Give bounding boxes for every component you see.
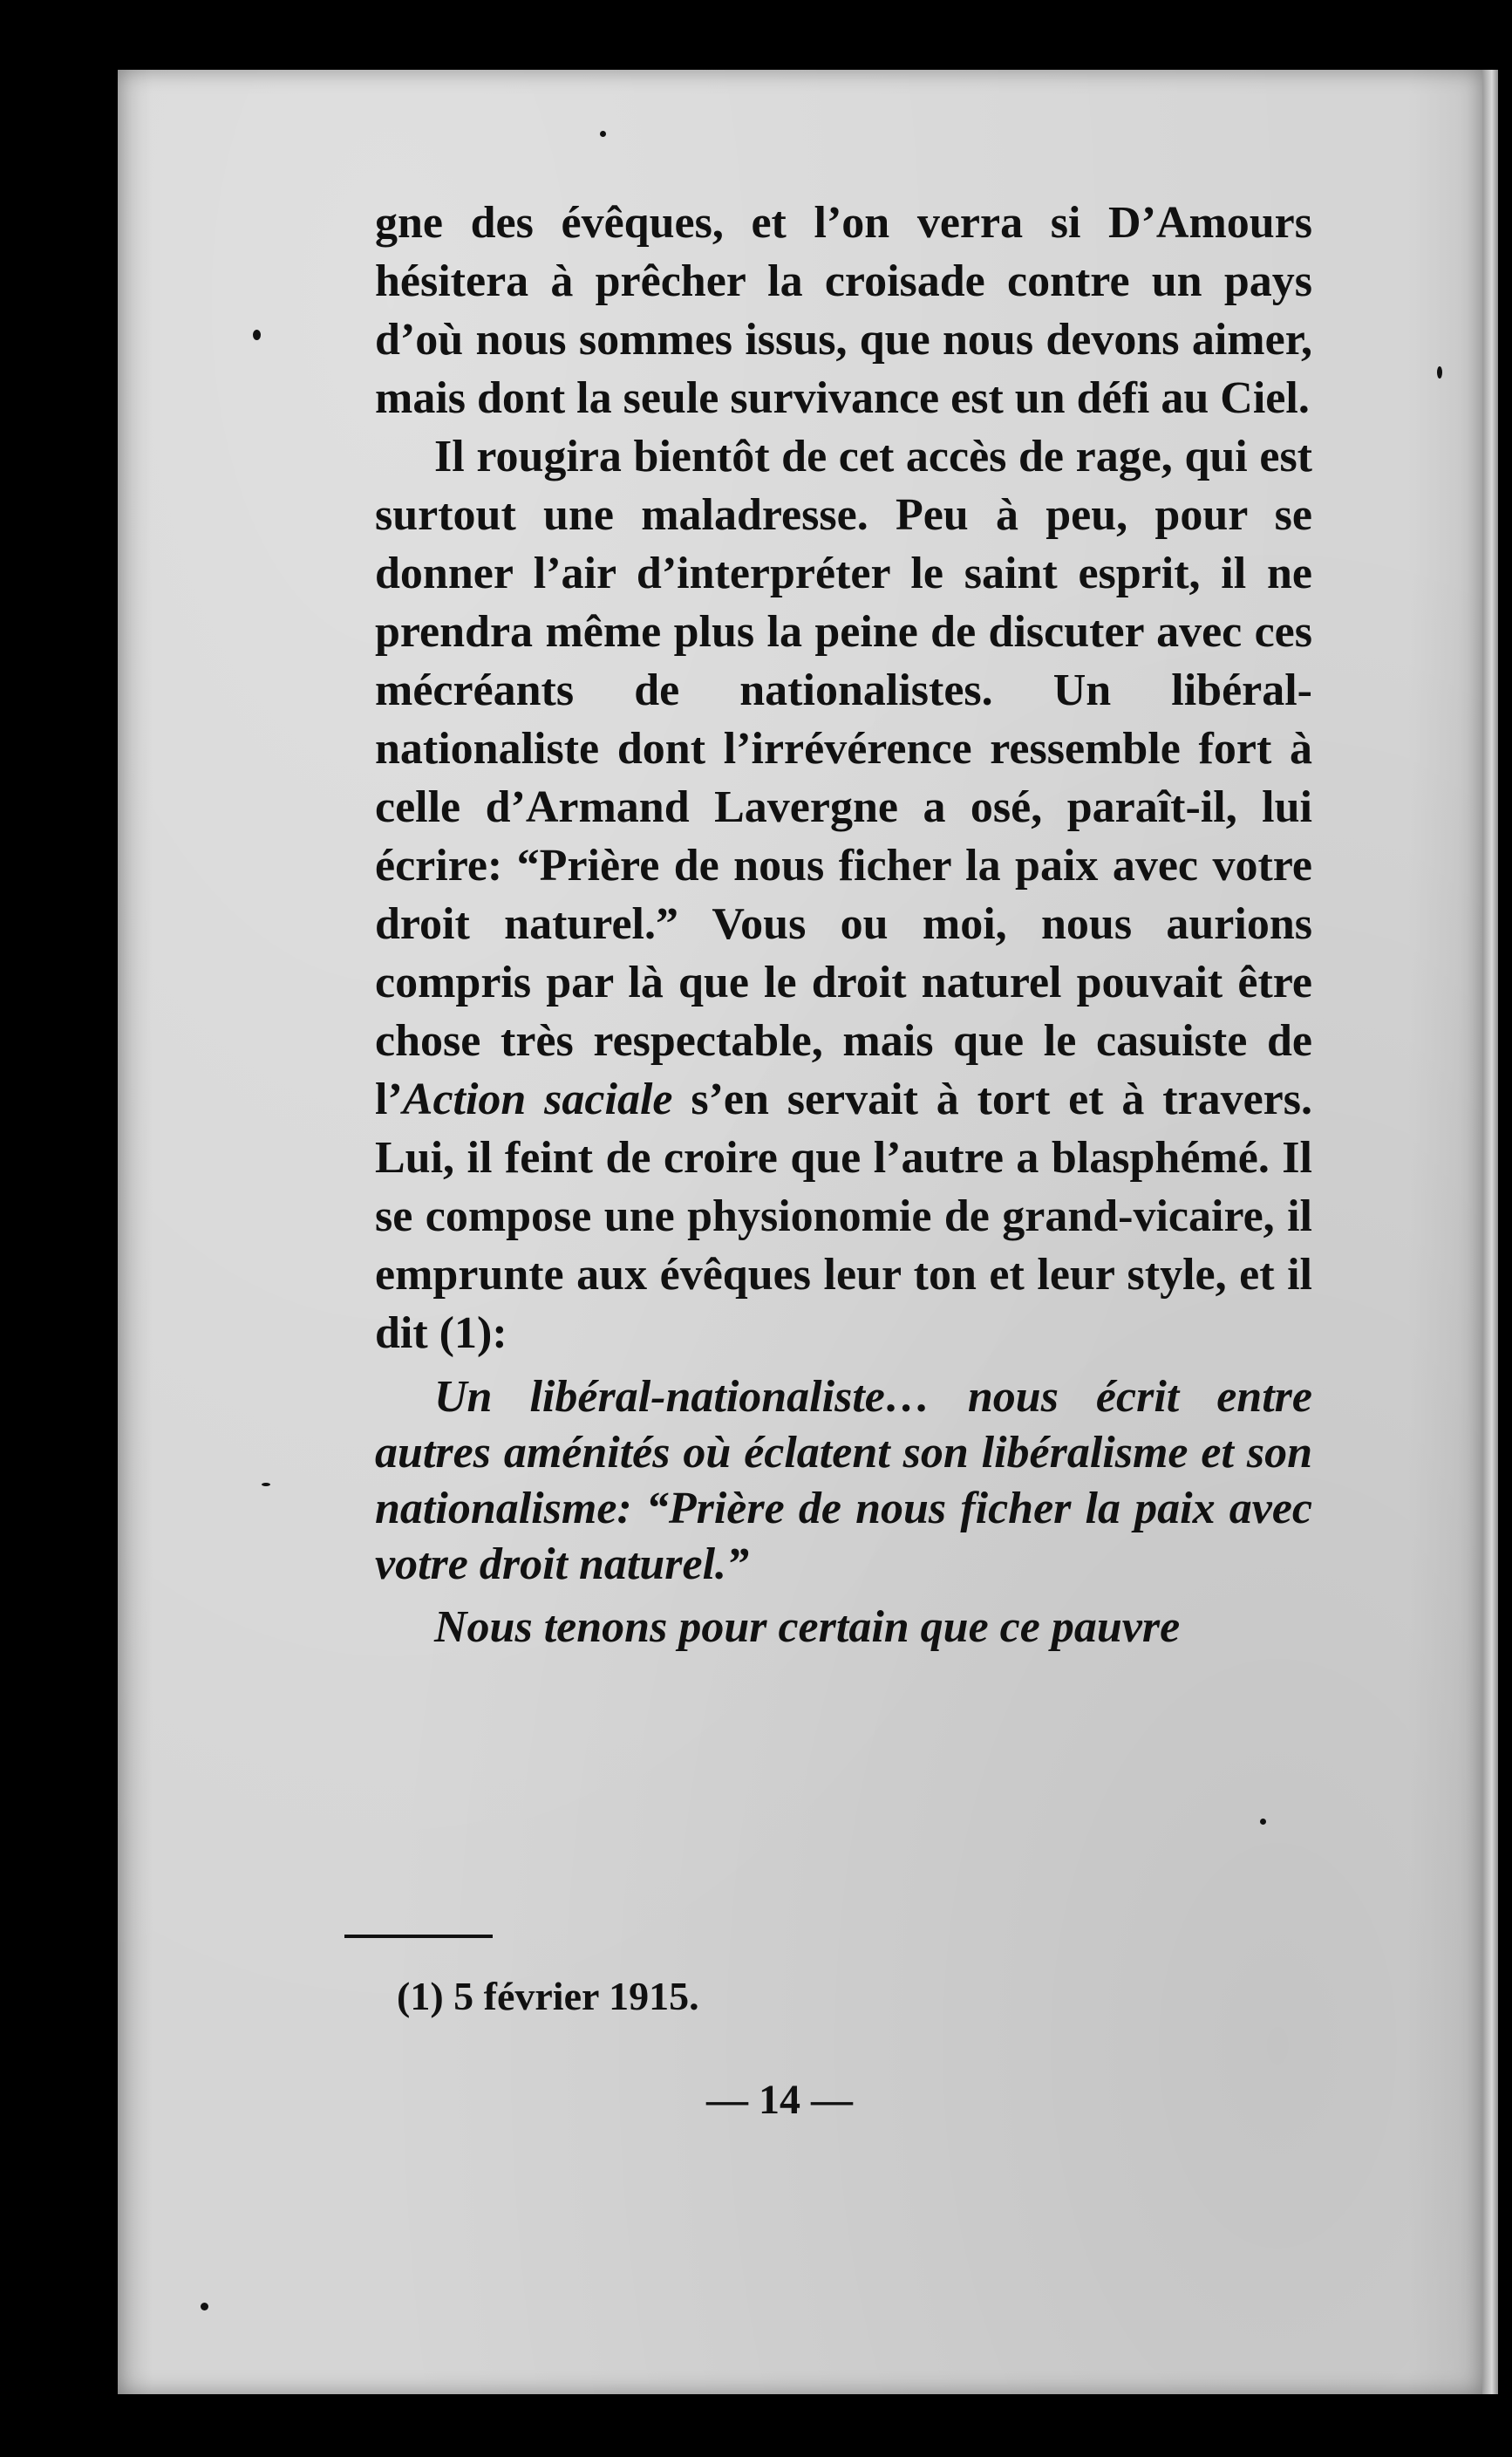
paragraph-2-italic-title: Action saciale (402, 1075, 673, 1124)
page-number: — 14 — (706, 2077, 853, 2123)
footnote-rule (344, 1935, 493, 1938)
paragraph-2-text-b: s’en servait à tort et à travers. Lui, il feint de croire que l’autre a blasphémé. Il se compose une physionomie de grand-vicaire, il emprunte aux évêques leur ton et leur style, et il dit (1): (375, 1075, 1312, 1358)
quotation-2: Nous tenons pour certain que ce pauvre (434, 1602, 1181, 1652)
body-text (375, 194, 1312, 1655)
next-page-edge (1482, 70, 1498, 2394)
scan-speck (600, 131, 606, 137)
footnote: (1) 5 février 1915. (397, 1974, 699, 2018)
scan-speck (262, 1483, 270, 1486)
scan-speck (253, 330, 261, 340)
scan-speck (1260, 1819, 1266, 1825)
paragraph-2 (375, 427, 1312, 1362)
paragraph-2-text-a: Il rougira bientôt de cet accès de rage, qui est surtout une maladresse. Peu à peu, pour se donner l’air d’interpréter le saint esprit, il ne prendra même plus la peine de discuter avec ces mécréants de nationalistes. Un libéral-nationaliste dont l’irrévérence ressemble fort à celle d’Armand Lavergne a osé, paraît-il, lui écrire: “Prière de nous ficher la paix avec votre droit naturel.” Vous ou moi, nous aurions compris par là que le droit naturel pouvait être chose très respectable, mais que le casuiste de l’ (375, 432, 1312, 1124)
quotation-1: Un libéral-nationaliste… nous écrit entre autres aménités où éclatent son libéralisme et son nationalisme: “Prière de nous ficher la paix avec votre droit naturel.” (375, 1372, 1312, 1589)
scan-speck (1437, 366, 1442, 379)
paragraph-1: gne des évêques, et l’on verra si D’Amours hésitera à prêcher la croisade contre un pays d’où nous sommes issus, que nous devons aimer, mais dont la seule survivance est un défi au Ciel. (375, 198, 1312, 423)
scan-speck (201, 2303, 208, 2310)
